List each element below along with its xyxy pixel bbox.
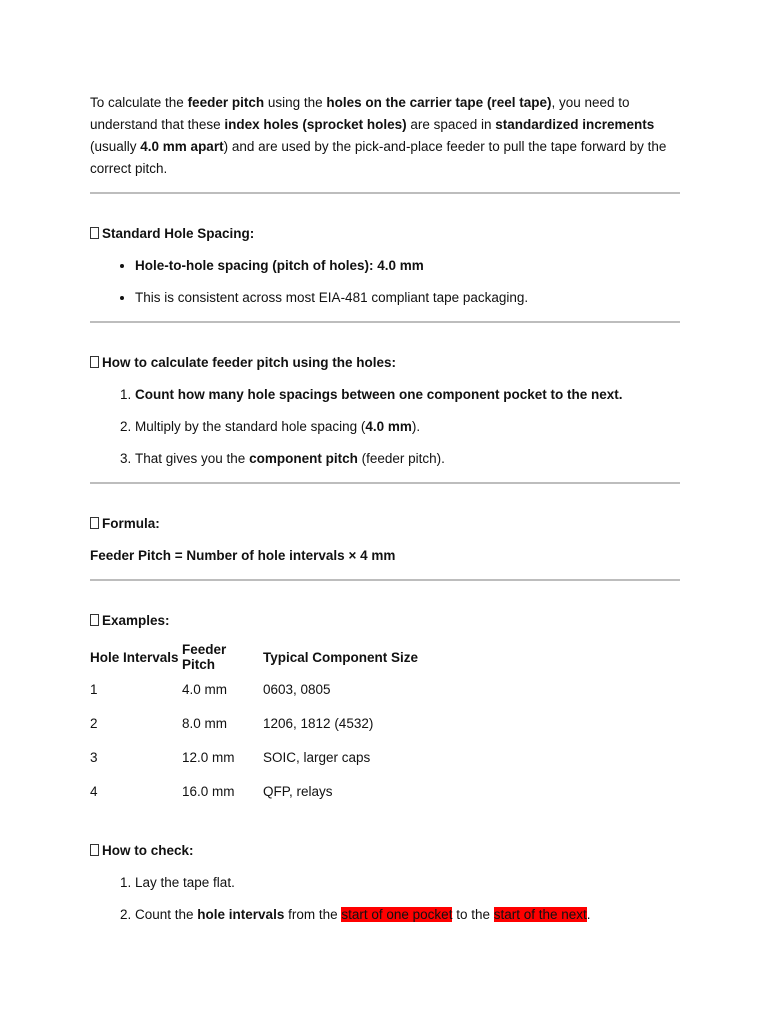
divider — [90, 482, 680, 484]
table-cell: 8.0 mm — [182, 715, 228, 731]
document-page — [90, 92, 680, 926]
divider — [90, 579, 680, 581]
divider — [90, 192, 680, 194]
check-steps-list — [90, 872, 680, 926]
table-cell: QFP, relays — [263, 783, 333, 799]
table-cell: 2 — [90, 715, 98, 731]
calculate-steps-list — [90, 384, 680, 470]
table-cell: 4 — [90, 783, 98, 799]
section-heading-examples: Examples: — [90, 610, 680, 632]
table-cell: 4.0 mm — [182, 681, 228, 697]
missing-glyph-icon — [90, 517, 99, 529]
highlighted-text: start of one pocket — [341, 907, 453, 922]
intro-text: using the — [264, 95, 327, 110]
missing-glyph-icon — [90, 227, 99, 239]
table-cell: 16.0 mm — [182, 783, 235, 799]
intro-bold: holes on the carrier tape (reel tape) — [326, 95, 552, 110]
table-row — [90, 672, 463, 706]
intro-text: , you need to understand that these — [90, 95, 630, 132]
column-header: Feeder Pitch — [182, 642, 227, 672]
table-cell: 0603, 0805 — [263, 681, 331, 697]
section-heading-check: How to check: — [90, 840, 680, 862]
hole-spacing-list — [90, 255, 680, 309]
table-cell: 3 — [90, 749, 98, 765]
intro-text: are spaced in — [406, 117, 496, 132]
section-heading-formula: Formula: — [90, 513, 680, 535]
divider — [90, 321, 680, 323]
intro-bold: feeder pitch — [187, 95, 265, 110]
list-item: 1. Lay the tape flat. — [135, 872, 680, 894]
list-item: 2. Multiply by the standard hole spacing (4.0 mm). — [135, 416, 680, 438]
intro-bold: index holes (sprocket holes) — [224, 117, 407, 132]
table-row — [90, 774, 463, 808]
intro-paragraph — [90, 92, 680, 180]
intro-text: To calculate the — [90, 95, 188, 110]
list-item: 3. That gives you the component pitch (feeder pitch). — [135, 448, 680, 470]
intro-bold: 4.0 mm apart — [140, 139, 224, 154]
table-cell: 12.0 mm — [182, 749, 235, 765]
list-item: • This is consistent across most EIA-481 compliant tape packaging. — [135, 287, 680, 309]
table-row — [90, 740, 463, 774]
table-cell: SOIC, larger caps — [263, 749, 371, 765]
missing-glyph-icon — [90, 614, 99, 626]
missing-glyph-icon — [90, 844, 99, 856]
intro-text: ) and are used by the pick-and-place feeder to pull the tape forward by the correct pitch. — [90, 139, 667, 176]
table-header-row — [90, 642, 463, 672]
list-item: 2. Count the hole intervals from the start of one pocket to the start of the next. — [135, 904, 680, 926]
table-row — [90, 706, 463, 740]
section-heading-calculate: How to calculate feeder pitch using the holes: — [90, 352, 680, 374]
column-header: Typical Component Size — [263, 649, 419, 665]
formula-text: Feeder Pitch = Number of hole intervals × 4 mm — [90, 548, 396, 563]
column-header: Hole Intervals — [90, 649, 179, 665]
list-item: • Hole-to-hole spacing (pitch of holes): 4.0 mm — [135, 255, 680, 277]
table-cell: 1 — [90, 681, 98, 697]
table-cell: 1206, 1812 (4532) — [263, 715, 374, 731]
section-heading-hole-spacing: Standard Hole Spacing: — [90, 223, 680, 245]
highlighted-text: start of the next — [493, 907, 587, 922]
missing-glyph-icon — [90, 356, 99, 368]
intro-bold: standardized increments — [495, 117, 655, 132]
examples-table — [90, 642, 463, 808]
list-item: 1. Count how many hole spacings between one component pocket to the next. — [135, 384, 680, 406]
intro-text: (usually — [90, 139, 141, 154]
